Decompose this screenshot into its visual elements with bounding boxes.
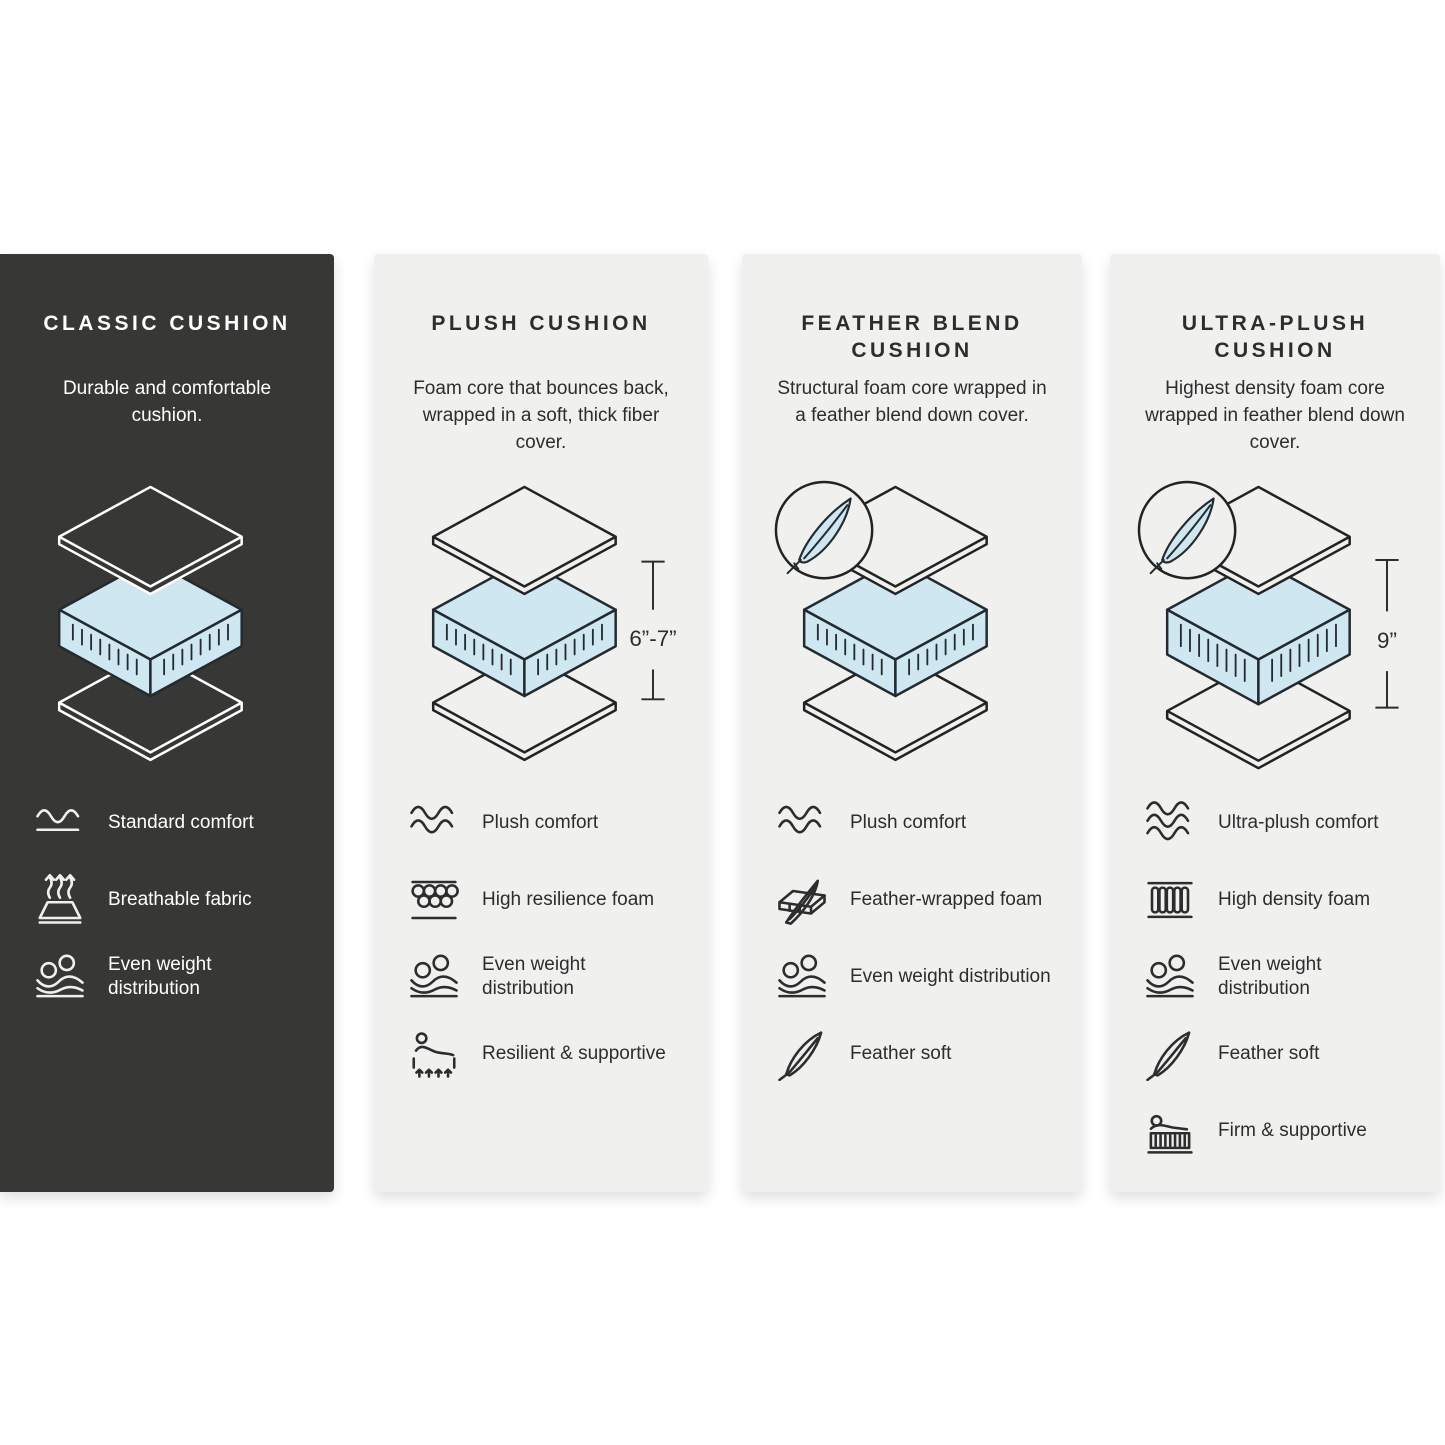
feature-row bbox=[1138, 1027, 1412, 1081]
breathable-fabric-icon bbox=[28, 873, 92, 927]
triple-wave-icon bbox=[1138, 796, 1202, 850]
feature-row bbox=[770, 873, 1054, 927]
cushion-layers-illustration bbox=[26, 477, 308, 769]
dimension-label: 6”-7” bbox=[629, 626, 677, 652]
feature-label: Ultra-plush comfort bbox=[1218, 812, 1379, 834]
cushion-diagram bbox=[1138, 472, 1412, 774]
feature-row bbox=[770, 950, 1054, 1004]
feature-label: Resilient & supportive bbox=[482, 1043, 666, 1065]
feature-label: Even weight distribution bbox=[850, 966, 1051, 988]
panel-plush-cushion bbox=[374, 254, 708, 1192]
feature-row bbox=[770, 796, 1054, 850]
panel-title: CLASSIC CUSHION bbox=[43, 312, 291, 335]
feature-label: Feather soft bbox=[1218, 1043, 1320, 1065]
feature-label: Standard comfort bbox=[108, 812, 254, 834]
feature-label: Plush comfort bbox=[850, 812, 967, 834]
feature-row bbox=[1138, 950, 1412, 1004]
feature-row bbox=[402, 873, 680, 927]
wave-icon bbox=[28, 796, 92, 850]
feature-label: Breathable fabric bbox=[108, 889, 252, 911]
panel-description: Foam core that bounces back, wrapped in a soft, thick fiber cover. bbox=[413, 378, 669, 453]
dimension-label: 9” bbox=[1377, 627, 1397, 653]
cushion-diagram bbox=[402, 472, 680, 774]
cushion-diagram bbox=[770, 472, 1054, 774]
feature-list bbox=[1138, 796, 1412, 1158]
feature-row bbox=[1138, 796, 1412, 850]
even-weight-icon bbox=[1138, 950, 1202, 1004]
feature-label: Plush comfort bbox=[482, 812, 599, 834]
feature-list bbox=[402, 796, 680, 1081]
feature-label: Feather soft bbox=[850, 1043, 952, 1065]
dimension-marker bbox=[629, 562, 676, 700]
panel-description: Structural foam core wrapped in a feather blend down cover. bbox=[777, 378, 1047, 426]
feature-row bbox=[402, 950, 680, 1004]
feather-icon bbox=[1138, 1027, 1202, 1081]
double-wave-icon bbox=[402, 796, 466, 850]
panel-description: Highest density foam core wrapped in feather blend down cover. bbox=[1145, 378, 1405, 453]
resilient-supportive-icon bbox=[402, 1027, 466, 1081]
even-weight-icon bbox=[402, 950, 466, 1004]
panel-classic-cushion bbox=[0, 254, 334, 1192]
cushion-layers-illustration bbox=[400, 477, 682, 769]
feature-label: High density foam bbox=[1218, 889, 1371, 911]
feather-badge bbox=[1139, 482, 1235, 578]
feature-row bbox=[28, 796, 306, 850]
panel-title: PLUSH CUSHION bbox=[431, 312, 651, 335]
feature-row bbox=[28, 950, 306, 1004]
cushion-layers-illustration bbox=[770, 477, 1054, 769]
feature-label: Even weight distribution bbox=[1218, 954, 1322, 999]
high-density-foam-icon bbox=[1138, 873, 1202, 927]
feature-list bbox=[28, 796, 306, 1004]
panel-title: FEATHER BLEND CUSHION bbox=[801, 312, 1023, 363]
feature-row bbox=[770, 1027, 1054, 1081]
cushion-diagram bbox=[28, 472, 306, 774]
feature-label: Firm & supportive bbox=[1218, 1120, 1367, 1142]
top-layer bbox=[433, 487, 615, 594]
panel-feather-blend-cushion bbox=[742, 254, 1082, 1192]
feather-icon bbox=[770, 1027, 834, 1081]
feather-wrapped-foam-icon bbox=[770, 873, 834, 927]
feature-row bbox=[1138, 873, 1412, 927]
panel-ultra-plush-cushion bbox=[1110, 254, 1440, 1192]
feature-label: Even weight distribution bbox=[108, 954, 212, 999]
even-weight-icon bbox=[770, 950, 834, 1004]
top-layer bbox=[59, 487, 241, 594]
feature-row bbox=[402, 796, 680, 850]
feature-label: Even weight distribution bbox=[482, 954, 586, 999]
panel-title: ULTRA-PLUSH CUSHION bbox=[1181, 312, 1369, 363]
feature-list bbox=[770, 796, 1054, 1081]
double-wave-icon bbox=[770, 796, 834, 850]
dimension-marker bbox=[1375, 560, 1398, 708]
cushion-layers-illustration bbox=[1134, 477, 1416, 769]
feature-row bbox=[1138, 1104, 1412, 1158]
feature-label: High resilience foam bbox=[482, 889, 655, 911]
feature-row bbox=[28, 873, 306, 927]
feather-badge bbox=[776, 482, 872, 578]
firm-supportive-icon bbox=[1138, 1104, 1202, 1158]
foam-cells-icon bbox=[402, 873, 466, 927]
feature-label: Feather-wrapped foam bbox=[850, 889, 1043, 911]
even-weight-icon bbox=[28, 950, 92, 1004]
feature-row bbox=[402, 1027, 680, 1081]
panel-description: Durable and comfortable cushion. bbox=[62, 378, 272, 426]
